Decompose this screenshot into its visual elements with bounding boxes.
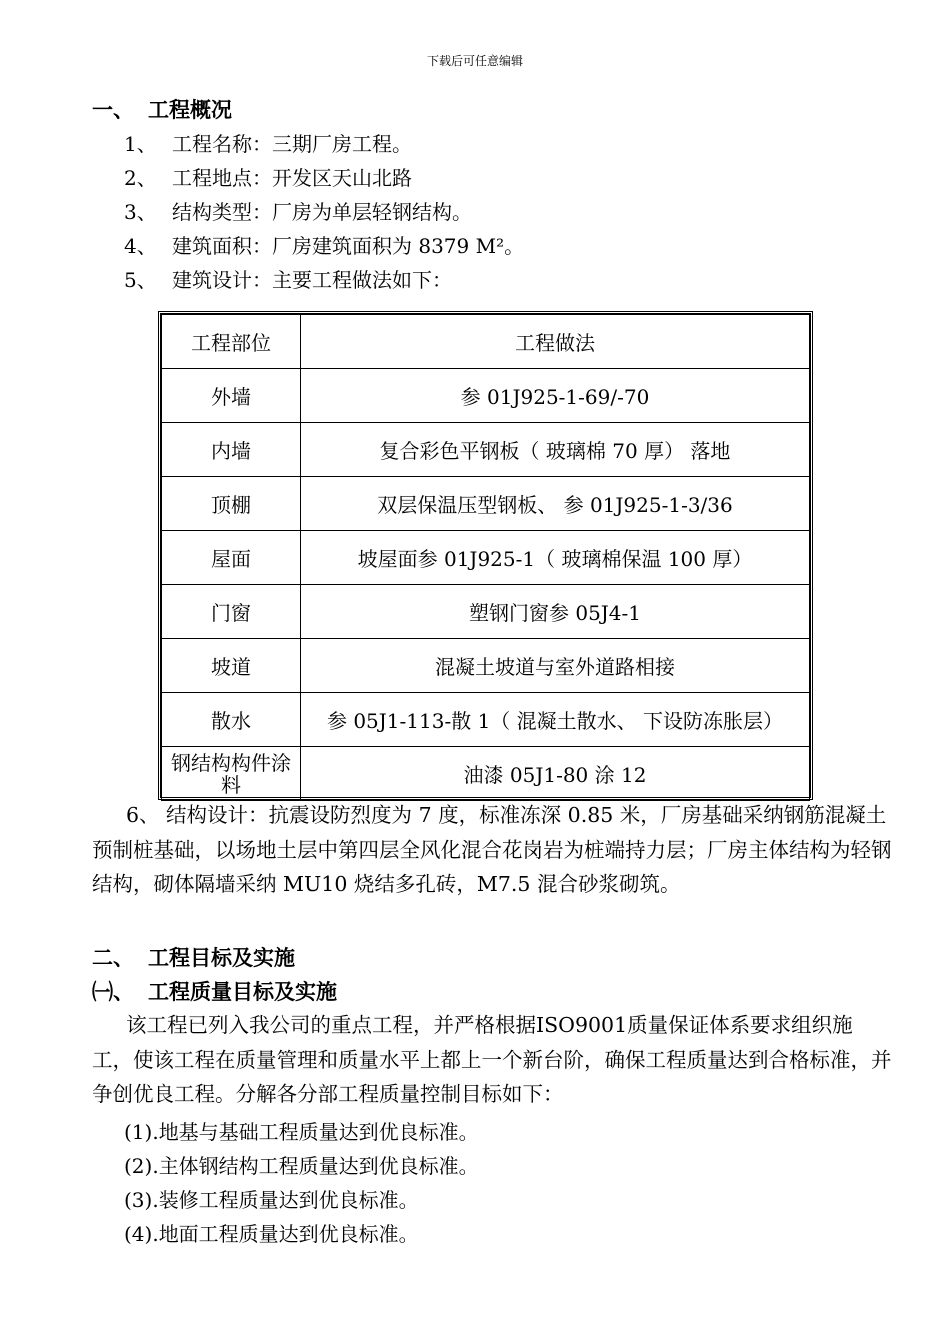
section-number: ㈠、 — [92, 980, 134, 1004]
table-row — [162, 369, 810, 423]
table-cell: 油漆 05J1-80 涂 12 — [301, 747, 810, 801]
table-cell: 钢结构构件涂料 — [162, 747, 301, 801]
table-row — [162, 423, 810, 477]
table-cell: 塑钢门窗参 05J4-1 — [301, 585, 810, 639]
table-cell: 坡屋面参 01J925-1（ 玻璃棉保温 100 厚） — [301, 531, 810, 585]
item-text: 建筑面积：厂房建筑面积为 8379 M²。 — [172, 234, 525, 258]
section-heading-2 — [92, 942, 295, 972]
table-row — [162, 693, 810, 747]
item-number: 4、 — [124, 234, 157, 258]
table-cell: 内墙 — [162, 423, 301, 477]
table-cell: 顶棚 — [162, 477, 301, 531]
table-row — [162, 531, 810, 585]
structure-design-paragraph — [92, 798, 892, 902]
table-cell: 屋面 — [162, 531, 301, 585]
item-text: 工程地点：开发区天山北路 — [172, 166, 412, 190]
construction-methods-table — [158, 311, 813, 800]
table-cell: 门窗 — [162, 585, 301, 639]
list-item: (1).地基与基础工程质量达到优良标准。 — [124, 1120, 479, 1144]
table-cell: 参 05J1-113-散 1（ 混凝土散水、 下设防冻胀层） — [301, 693, 810, 747]
paragraph-text: 6、 结构设计：抗震设防烈度为 7 度，标准冻深 0.85 米，厂房基础采纳钢筋混凝土预制桩基础，以场地土层中第四层全风化混合花岗岩为桩端持力层；厂房主体结构为轻钢结构，砌体隔墙采纳 MU10 烧结多孔砖，M7.5 混合砂浆砌筑。 — [92, 803, 892, 896]
section-number: 一、 — [92, 98, 134, 122]
page-header: 下载后可任意编辑 — [426, 54, 523, 68]
section-heading-1 — [92, 94, 232, 124]
table-cell: 散水 — [162, 693, 301, 747]
item-text: 建筑设计：主要工程做法如下： — [172, 268, 452, 292]
quality-paragraph — [92, 1008, 892, 1112]
section-title: 工程概况 — [148, 98, 232, 122]
table-row — [162, 477, 810, 531]
item-number: 2、 — [124, 166, 157, 190]
item-text: 工程名称：三期厂房工程。 — [172, 132, 412, 156]
column-header: 工程部位 — [162, 315, 301, 369]
list-item: (3).装修工程质量达到优良标准。 — [124, 1188, 419, 1212]
list-item — [124, 196, 472, 225]
list-item — [124, 230, 524, 259]
list-item: (4).地面工程质量达到优良标准。 — [124, 1222, 419, 1246]
subsection-heading — [92, 976, 337, 1006]
table-cell: 双层保温压型钢板、 参 01J925-1-3/36 — [301, 477, 810, 531]
item-number: 5、 — [124, 268, 157, 292]
item-number: 3、 — [124, 200, 157, 224]
table-row — [162, 747, 810, 801]
table-cell: 复合彩色平钢板（ 玻璃棉 70 厚） 落地 — [301, 423, 810, 477]
column-header: 工程做法 — [301, 315, 810, 369]
paragraph-text: 该工程已列入我公司的重点工程，并严格根据ISO9001质量保证体系要求组织施工，使该工程在质量管理和质量水平上都上一个新台阶，确保工程质量达到合格标准，并争创优良工程。分解各分部工程质量控制目标如下： — [92, 1013, 892, 1106]
item-text: 结构类型：厂房为单层轻钢结构。 — [172, 200, 472, 224]
section-title: 工程质量目标及实施 — [148, 980, 337, 1004]
table-cell: 外墙 — [162, 369, 301, 423]
item-number: 1、 — [124, 132, 157, 156]
table-row — [162, 639, 810, 693]
list-item — [124, 128, 412, 157]
list-item — [124, 162, 412, 191]
list-item: (2).主体钢结构工程质量达到优良标准。 — [124, 1154, 479, 1178]
table-cell: 混凝土坡道与室外道路相接 — [301, 639, 810, 693]
section-number: 二、 — [92, 946, 134, 970]
table-row — [162, 585, 810, 639]
table-header-row — [162, 315, 810, 369]
section-title: 工程目标及实施 — [148, 946, 295, 970]
table-cell: 参 01J925-1-69/-70 — [301, 369, 810, 423]
table-cell: 坡道 — [162, 639, 301, 693]
list-item — [124, 264, 452, 293]
